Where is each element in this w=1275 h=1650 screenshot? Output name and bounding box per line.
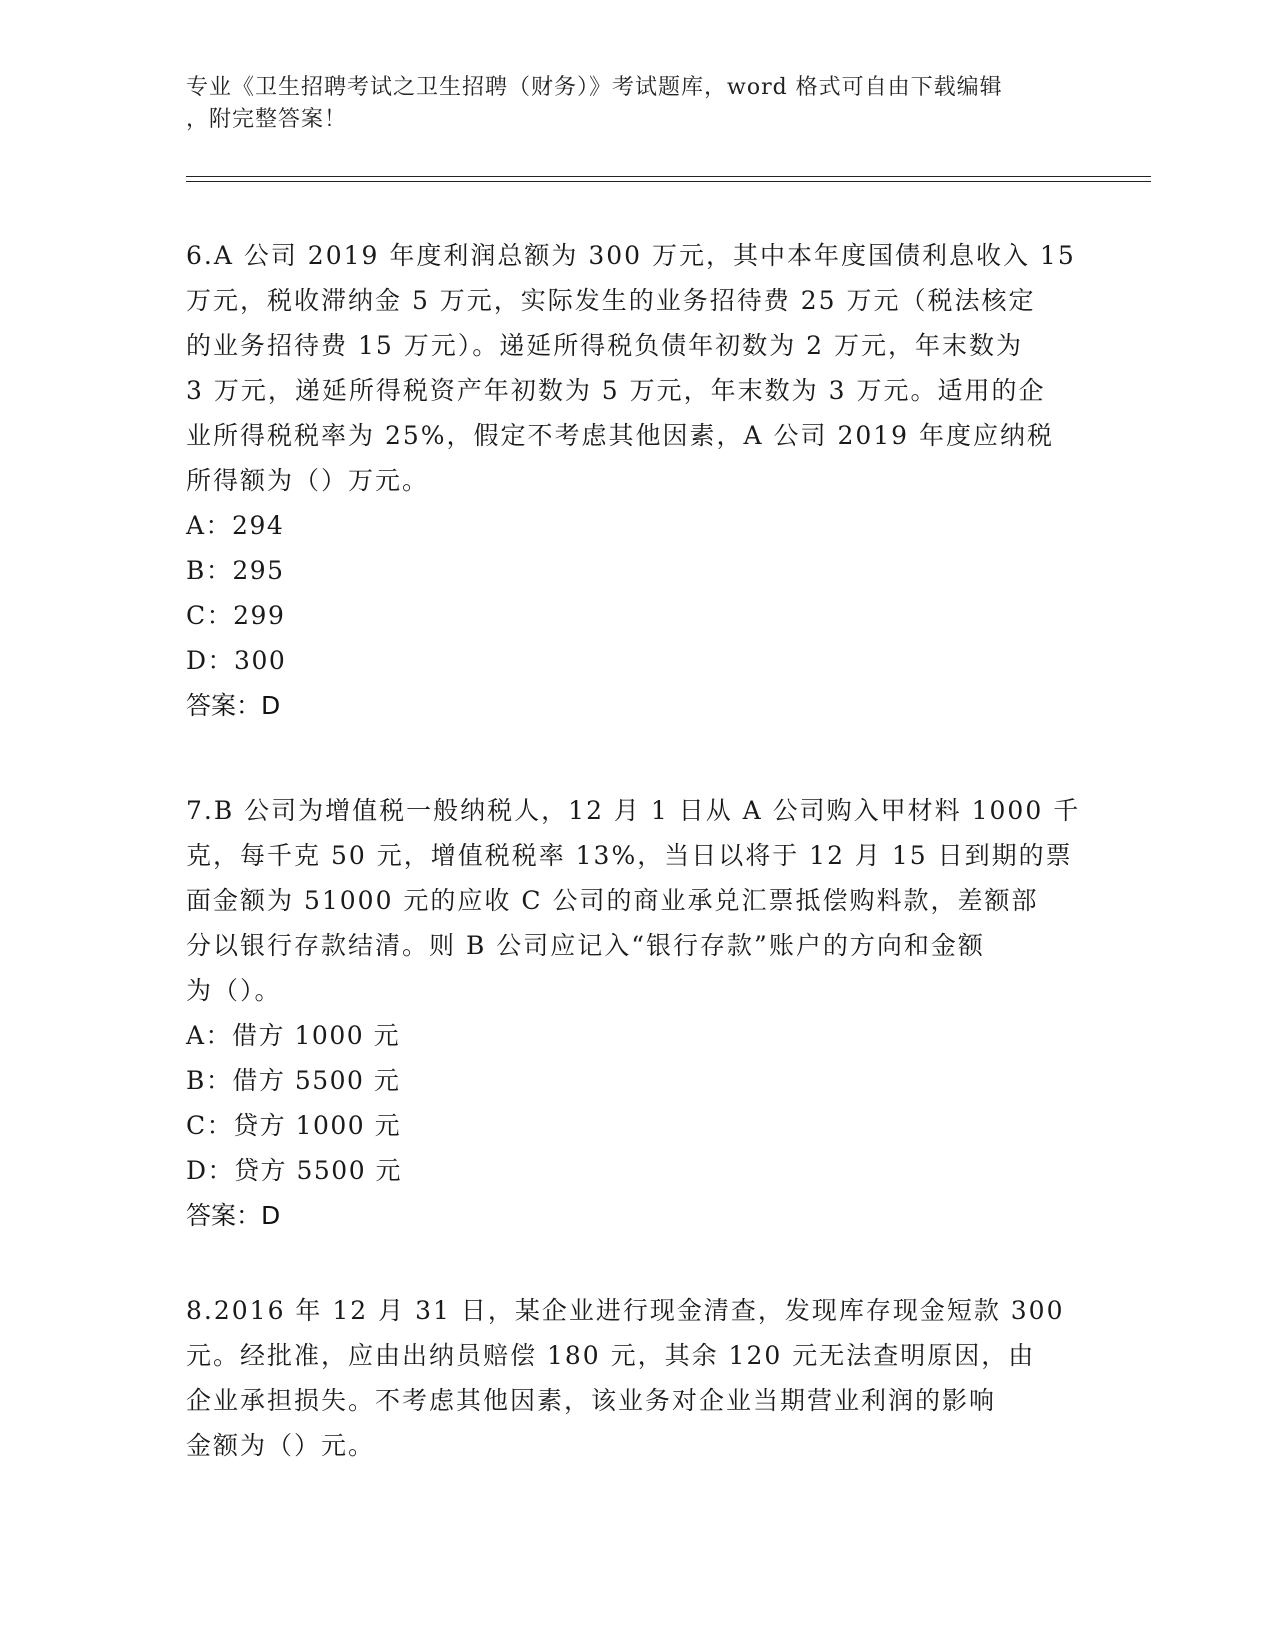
question-line: 克，每千克 50 元，增值税税率 13%，当日以将于 12 月 15 日到期的票	[186, 841, 1073, 870]
option-c: C：299	[186, 601, 286, 630]
question-line: 面金额为 51000 元的应收 C 公司的商业承兑汇票抵偿购料款，差额部	[186, 886, 1039, 915]
header-divider	[186, 176, 1151, 177]
question-line: 金额为（）元。	[186, 1431, 376, 1460]
answer-label: 答案：D	[186, 1201, 281, 1230]
question-line: 8.2016 年 12 月 31 日，某企业进行现金清查，发现库存现金短款 300	[186, 1296, 1065, 1325]
question-text	[186, 233, 1086, 503]
answer-label: 答案：D	[186, 691, 281, 720]
question-6	[186, 233, 1086, 728]
option-c: C：贷方 1000 元	[186, 1111, 402, 1140]
option-b: B：295	[186, 556, 285, 585]
question-line: 6.A 公司 2019 年度利润总额为 300 万元，其中本年度国债利息收入 15	[186, 241, 1076, 270]
option-b: B：借方 5500 元	[186, 1066, 401, 1095]
header-line: ，附完整答案！	[186, 107, 348, 132]
question-line: 元。经批准，应由出纳员赔偿 180 元，其余 120 元无法查明原因，由	[186, 1341, 1036, 1370]
option-a: A：借方 1000 元	[186, 1021, 401, 1050]
header-line: 专业《卫生招聘考试之卫生招聘（财务）》考试题库，word 格式可自由下载编辑	[186, 75, 1003, 100]
question-line: 业所得税税率为 25%，假定不考虑其他因素，A 公司 2019 年度应纳税	[186, 421, 1055, 450]
question-text	[186, 1288, 1086, 1468]
question-line: 万元，税收滞纳金 5 万元，实际发生的业务招待费 25 万元（税法核定	[186, 286, 1036, 315]
document-header	[186, 72, 1086, 136]
option-d: D：300	[186, 646, 287, 675]
question-line: 7.B 公司为增值税一般纳税人，12 月 1 日从 A 公司购入甲材料 1000 千	[186, 796, 1081, 825]
question-line: 3 万元，递延所得税资产年初数为 5 万元，年末数为 3 万元。适用的企	[186, 376, 1046, 405]
question-line: 为（）。	[186, 976, 282, 1005]
question-8	[186, 1288, 1086, 1468]
option-d: D：贷方 5500 元	[186, 1156, 403, 1185]
question-line: 分以银行存款结清。则 B 公司应记入“银行存款”账户的方向和金额	[186, 931, 985, 960]
question-line: 的业务招待费 15 万元）。递延所得税负债年初数为 2 万元，年末数为	[186, 331, 1024, 360]
header-divider	[186, 181, 1151, 182]
question-text	[186, 788, 1086, 1013]
option-a: A：294	[186, 511, 285, 540]
question-7	[186, 788, 1086, 1238]
question-line: 所得额为（）万元。	[186, 466, 430, 495]
question-line: 企业承担损失。不考虑其他因素，该业务对企业当期营业利润的影响	[186, 1386, 997, 1415]
